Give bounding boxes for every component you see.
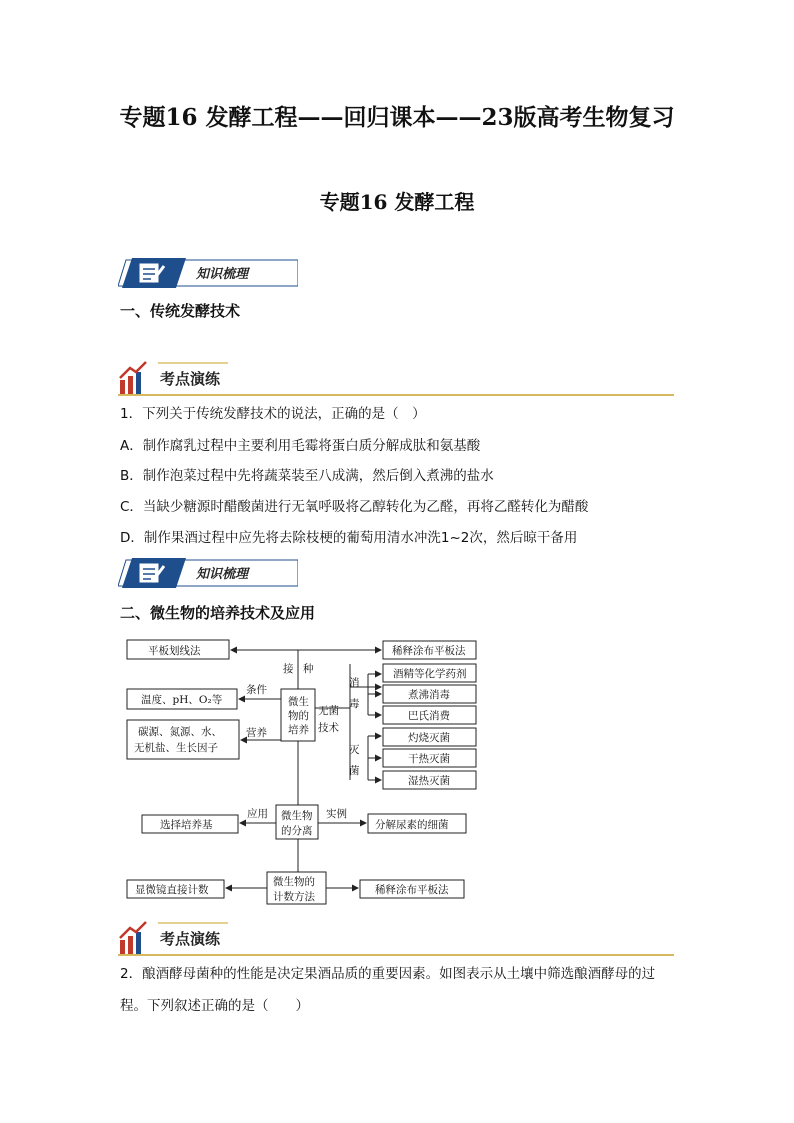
diagram-label: 微生物的 <box>273 876 315 888</box>
knowledge-banner <box>118 256 298 290</box>
question-1-stem: 1．下列关于传统发酵技术的说法，正确的是（ ） <box>120 406 426 422</box>
diagram-label: 消 <box>349 677 360 689</box>
diagram-label: 无菌 <box>318 705 339 717</box>
diagram-label: 条件 <box>246 684 267 696</box>
microbe-culture-diagram <box>120 630 480 910</box>
diagram-label: 毒 <box>349 698 360 710</box>
diagram-label: 平板划线法 <box>148 645 201 657</box>
diagram-label: 湿热灭菌 <box>408 775 450 787</box>
question-1-option-a: A．制作腐乳过程中主要利用毛霉将蛋白质分解成肽和氨基酸 <box>120 438 481 454</box>
diagram-label: 煮沸消毒 <box>408 689 450 701</box>
diagram-label: 培养 <box>288 724 309 736</box>
diagram-label: 分解尿素的细菌 <box>375 819 449 831</box>
banner-label: 知识梳理 <box>196 567 249 582</box>
question-1-option-b: B．制作泡菜过程中先将蔬菜装至八成满，然后倒入煮沸的盐水 <box>120 468 494 484</box>
section-heading-2: 二、微生物的培养技术及应用 <box>120 604 316 622</box>
diagram-label: 选择培养基 <box>160 819 213 831</box>
diagram-label: 巴氏消费 <box>408 710 450 722</box>
diagram-label: 种 <box>303 663 314 675</box>
diagram-label: 酒精等化学药剂 <box>393 668 467 680</box>
page-subtitle: 专题16 发酵工程 <box>319 190 475 214</box>
diagram-label: 营养 <box>246 727 267 739</box>
exercise-header <box>118 918 674 958</box>
growth-chart-icon <box>120 362 146 394</box>
diagram-label: 微生 <box>288 696 309 708</box>
diagram-label: 物的 <box>288 710 309 722</box>
diagram-label: 微生物 <box>281 810 313 822</box>
page-title: 专题16 发酵工程——回归课本——23版高考生物复习 <box>119 104 675 131</box>
exercise-label: 考点演练 <box>160 370 221 388</box>
question-2-line-1: 2．酿酒酵母菌种的性能是决定果酒品质的重要因素。如图表示从土壤中筛选酿酒酵母的过 <box>120 966 656 982</box>
diagram-label: 的分离 <box>281 825 313 837</box>
diagram-label: 干热灭菌 <box>408 753 450 765</box>
diagram-label: 计数方法 <box>273 891 315 903</box>
diagram-label: 灼烧灭菌 <box>408 732 450 744</box>
exercise-header <box>118 358 674 398</box>
diagram-label: 实例 <box>326 808 347 820</box>
exercise-label: 考点演练 <box>160 930 221 948</box>
diagram-label: 显微镜直接计数 <box>135 884 209 896</box>
diagram-label: 技术 <box>318 722 339 734</box>
diagram-label: 温度、pH、O₂等 <box>141 694 223 706</box>
diagram-label: 无机盐、生长因子 <box>134 742 218 754</box>
diagram-label: 稀释涂布平板法 <box>375 884 449 896</box>
banner-label: 知识梳理 <box>196 267 249 282</box>
question-1-option-d: D．制作果酒过程中应先将去除枝梗的葡萄用清水冲洗1~2次，然后晾干备用 <box>120 530 578 546</box>
diagram-label: 稀释涂布平板法 <box>392 645 466 657</box>
diagram-label: 灭 <box>349 744 360 756</box>
section-heading-1: 一、传统发酵技术 <box>120 302 241 320</box>
growth-chart-icon <box>120 922 146 954</box>
diagram-label: 接 <box>283 663 294 675</box>
knowledge-banner <box>118 556 298 590</box>
diagram-label: 碳源、氮源、水、 <box>138 726 222 738</box>
diagram-label: 应用 <box>247 808 268 820</box>
question-1-option-c: C．当缺少糖源时醋酸菌进行无氧呼吸将乙醇转化为乙醛，再将乙醛转化为醋酸 <box>120 499 589 515</box>
diagram-label: 菌 <box>349 765 360 777</box>
question-2-line-2: 程。下列叙述正确的是（ ） <box>120 998 309 1014</box>
